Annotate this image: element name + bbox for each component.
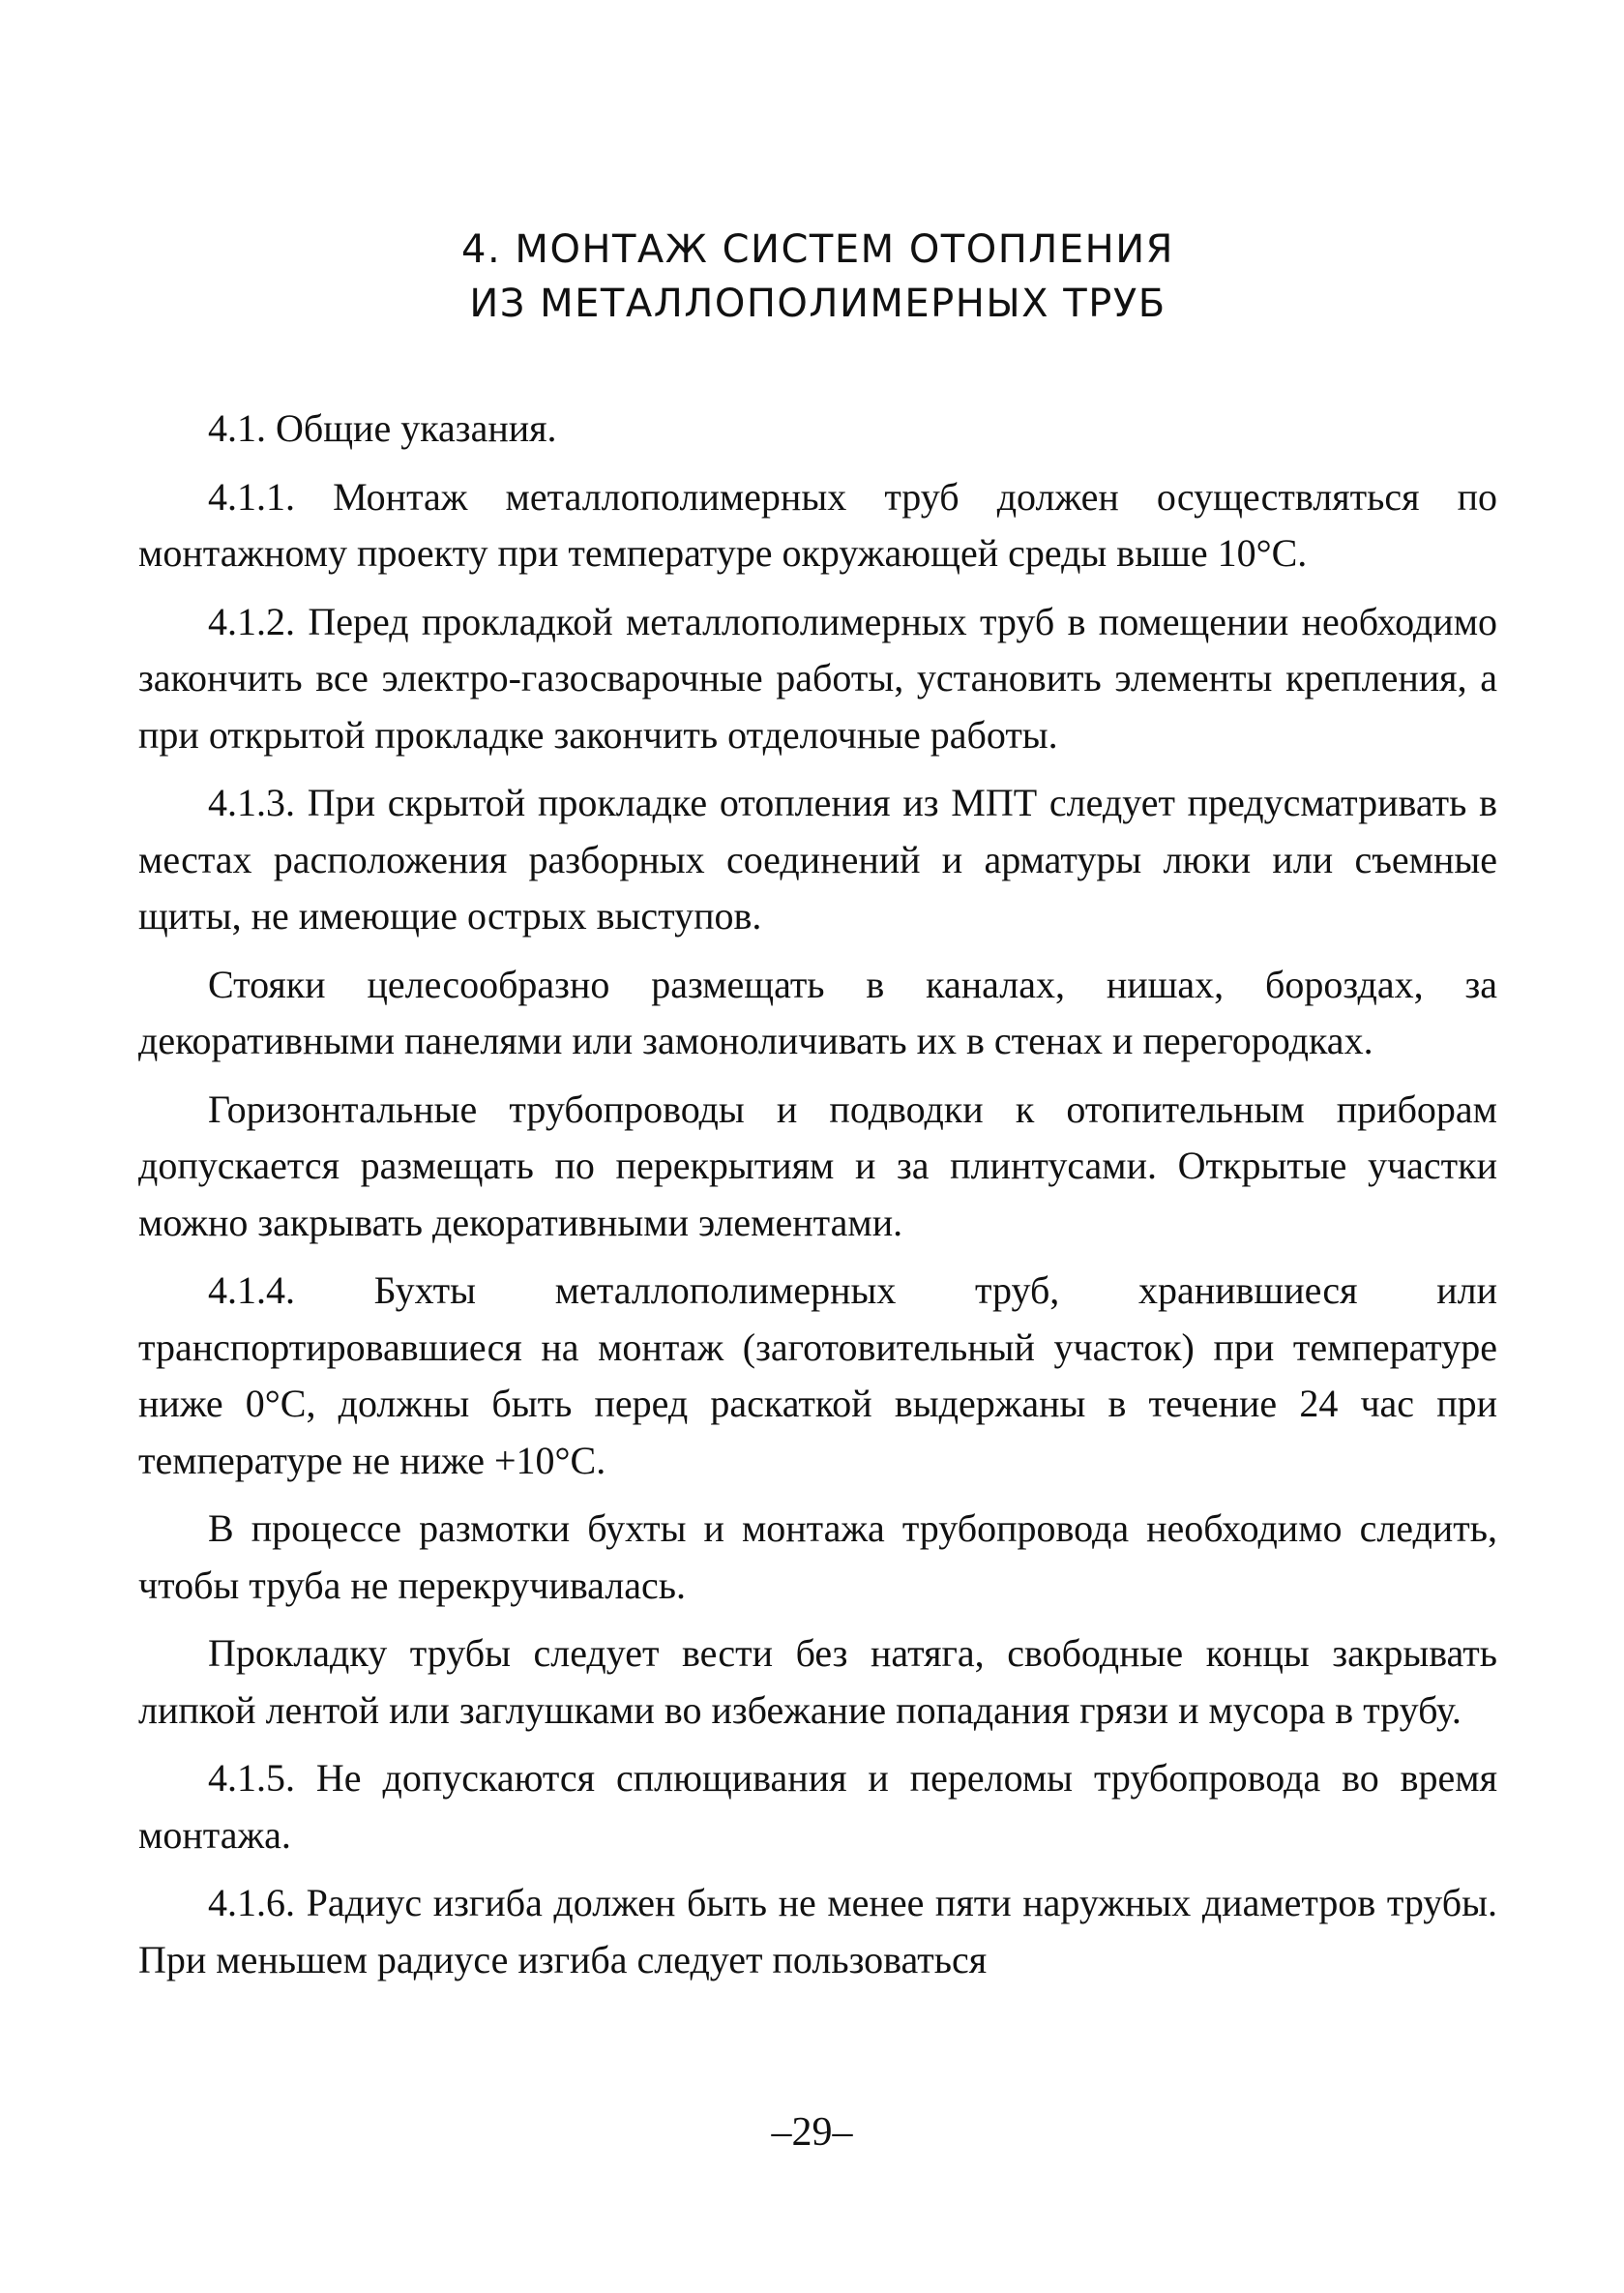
- section-title: [138, 223, 1497, 331]
- paragraph-4-1-4: 4.1.4. Бухты металлополимерных труб, хранившиеся или транспортировавшиеся на монтаж (заготовительный участок) при температуре ниже 0°С, должны быть перед раскаткой выдержаны в течение 24 час при температуре не ниже +10°С.: [138, 1268, 1497, 1482]
- paragraph-4-1-6: 4.1.6. Радиус изгиба должен быть не менее пяти наружных диаметров трубы. При меньшем радиусе изгиба следует пользоваться: [138, 1881, 1497, 1981]
- paragraph-4-1-1: 4.1.1. Монтаж металлополимерных труб должен осуществляться по монтажному проекту при температуре окружающей среды выше 10°С.: [138, 474, 1497, 575]
- title-line-1: 4. МОНТАЖ СИСТЕМ ОТОПЛЕНИЯ: [461, 227, 1174, 272]
- paragraph-4-1-5: 4.1.5. Не допускаются сплющивания и переломы трубопровода во время монтажа.: [138, 1756, 1497, 1857]
- paragraph-risers: Стояки целесообразно размещать в каналах, нишах, бороздах, за декоративными панелями или замоноличивать их в стенах и перегородках.: [138, 962, 1497, 1062]
- paragraph-4-1-3: 4.1.3. При скрытой прокладке отопления из МПТ следует предусматривать в местах расположения разборных соединений и арматуры люки или съемные щиты, не имеющие острых выступов.: [138, 781, 1497, 938]
- page-number: –29–: [771, 2110, 853, 2155]
- paragraph-4-1: 4.1. Общие указания.: [208, 406, 557, 450]
- document-page: [138, 223, 1497, 2000]
- paragraph-unwinding: В процессе размотки бухты и монтажа трубопровода необходимо следить, чтобы труба не перекручивалась.: [138, 1506, 1497, 1607]
- paragraph-laying: Прокладку трубы следует вести без натяга, свободные концы закрывать липкой лентой или заглушками во избежание попадания грязи и мусора в трубу.: [138, 1631, 1497, 1732]
- paragraph-horizontal-pipes: Горизонтальные трубопроводы и подводки к отопительным приборам допускается размещать по перекрытиям и за плинтусами. Открытые участки можно закрывать декоративными элементами.: [138, 1087, 1497, 1244]
- title-line-2: ИЗ МЕТАЛЛОПОЛИМЕРНЫХ ТРУБ: [469, 282, 1166, 326]
- paragraph-4-1-2: 4.1.2. Перед прокладкой металлополимерных труб в помещении необходимо закончить все электро-газосварочные работы, установить элементы крепления, а при открытой прокладке закончить отделочные работы.: [138, 599, 1497, 757]
